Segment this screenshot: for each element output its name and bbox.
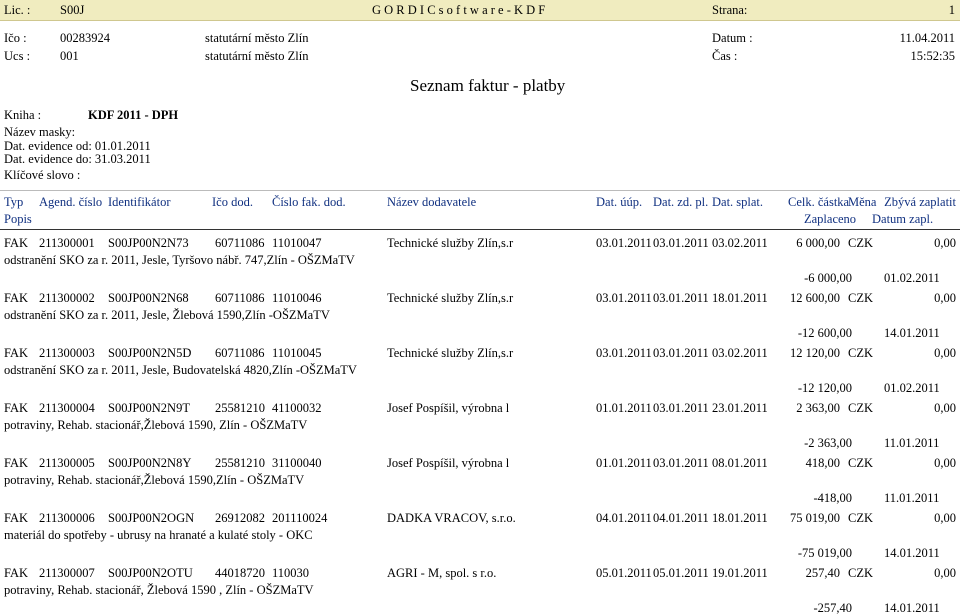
cell-ident: S00JP00N2N8Y: [108, 456, 192, 470]
cell-mena: CZK: [848, 511, 873, 525]
cell-zdpl: 03.01.2011: [653, 456, 709, 470]
cell-mena: CZK: [848, 566, 873, 580]
cell-uup: 03.01.2011: [596, 291, 652, 305]
cell-celk: 257,40: [805, 566, 840, 580]
ico-label: Ičo :: [4, 31, 27, 45]
cell-zbyva: 0,00: [934, 401, 956, 415]
cell-uup: 03.01.2011: [596, 346, 652, 360]
cell-cislo: 11010047: [272, 236, 322, 250]
cell-nazev: AGRI - M, spol. s r.o.: [387, 566, 497, 580]
cell-popis: odstranění SKO za r. 2011, Jesle, Žlebová 1590,Zlín -OŠZMaTV: [4, 308, 330, 322]
cell-agend: 211300006: [39, 511, 95, 525]
col-nazev: Název dodavatele: [387, 195, 477, 209]
cell-zaplaceno: -257,40: [813, 601, 852, 615]
cell-ident: S00JP00N2OTU: [108, 566, 193, 580]
cell-agend: 211300004: [39, 401, 95, 415]
cell-typ: FAK: [4, 291, 29, 305]
cell-splat: 19.01.2011: [712, 566, 768, 580]
cell-zaplaceno: -12 120,00: [797, 381, 852, 395]
col-uup: Dat. úúp.: [596, 195, 643, 209]
evidence-from: Dat. evidence od: 01.01.2011: [4, 139, 151, 153]
organization-name-2: statutární město Zlín: [205, 49, 309, 63]
cell-splat: 03.02.2011: [712, 236, 768, 250]
report-title: Seznam faktur - platby: [410, 76, 566, 95]
cell-zdpl: 04.01.2011: [653, 511, 709, 525]
cell-uup: 04.01.2011: [596, 511, 652, 525]
col-zbyva: Zbývá zaplatit: [884, 195, 956, 209]
cell-ident: S00JP00N2OGN: [108, 511, 195, 525]
cell-zdpl: 05.01.2011: [653, 566, 709, 580]
cell-zaplaceno: -2 363,00: [804, 436, 852, 450]
cell-popis: odstranění SKO za r. 2011, Jesle, Tyršovo nábř. 747,Zlín - OŠZMaTV: [4, 253, 355, 267]
cell-splat: 23.01.2011: [712, 401, 768, 415]
keywords-label: Klíčové slovo :: [4, 168, 81, 182]
cell-agend: 211300001: [39, 236, 95, 250]
app-name: G O R D I C s o f t w a r e - K D F: [372, 3, 546, 17]
cell-agend: 211300007: [39, 566, 95, 580]
cell-uup: 05.01.2011: [596, 566, 652, 580]
cell-splat: 03.02.2011: [712, 346, 768, 360]
cell-nazev: DADKA VRACOV, s.r.o.: [387, 511, 516, 525]
lic-label: Lic. :: [4, 3, 31, 17]
cell-zaplaceno: -418,00: [813, 491, 852, 505]
cell-ico: 44018720: [215, 566, 265, 580]
cell-typ: FAK: [4, 401, 29, 415]
cell-ico: 60711086: [215, 291, 265, 305]
cell-nazev: Josef Pospíšil, výrobna l: [387, 401, 510, 415]
cell-celk: 75 019,00: [790, 511, 840, 525]
mask-label: Název masky:: [4, 125, 76, 139]
table-top-rule: [0, 229, 960, 230]
cell-splat: 18.01.2011: [712, 511, 768, 525]
page-label: Strana:: [712, 3, 748, 17]
cell-typ: FAK: [4, 566, 29, 580]
ico-value: 00283924: [60, 31, 110, 45]
cell-cislo: 41100032: [272, 401, 322, 415]
cell-typ: FAK: [4, 456, 29, 470]
cell-cislo: 31100040: [272, 456, 322, 470]
cell-cislo: 201110024: [272, 511, 328, 525]
cell-celk: 12 600,00: [790, 291, 840, 305]
cell-zaplaceno: -6 000,00: [804, 271, 852, 285]
cell-popis: potraviny, Rehab. stacionář,Žlebová 1590,Zlín - OŠZMaTV: [4, 473, 305, 487]
cell-typ: FAK: [4, 511, 29, 525]
organization-name: statutární město Zlín: [205, 31, 309, 45]
cell-uup: 01.01.2011: [596, 401, 652, 415]
col-popis: Popis: [4, 212, 32, 226]
cell-zbyva: 0,00: [934, 566, 956, 580]
evidence-to: Dat. evidence do: 31.03.2011: [4, 152, 151, 166]
cell-popis: potraviny, Rehab. stacionář, Žlebová 1590 , Zlín - OŠZMaTV: [4, 583, 314, 597]
cell-datzapl: 14.01.2011: [884, 326, 940, 340]
cell-datzapl: 11.01.2011: [884, 491, 940, 505]
cell-ico: 26912082: [215, 511, 265, 525]
cell-celk: 6 000,00: [796, 236, 840, 250]
cell-nazev: Josef Pospíšil, výrobna l: [387, 456, 510, 470]
date-label: Datum :: [712, 31, 753, 45]
cell-zdpl: 03.01.2011: [653, 346, 709, 360]
ucs-value: 001: [60, 49, 79, 63]
time-label: Čas :: [712, 49, 738, 63]
cell-uup: 03.01.2011: [596, 236, 652, 250]
lic-value: S00J: [60, 3, 85, 17]
cell-popis: potraviny, Rehab. stacionář,Žlebová 1590, Zlín - OŠZMaTV: [4, 418, 308, 432]
header-divider: [0, 190, 960, 191]
cell-ico: 25581210: [215, 456, 265, 470]
cell-cislo: 11010045: [272, 346, 322, 360]
cell-celk: 418,00: [805, 456, 840, 470]
kniha-value: KDF 2011 - DPH: [88, 108, 179, 122]
cell-zdpl: 03.01.2011: [653, 236, 709, 250]
cell-zaplaceno: -12 600,00: [797, 326, 852, 340]
col-agend: Agend. číslo: [39, 195, 103, 209]
cell-ico: 25581210: [215, 401, 265, 415]
cell-mena: CZK: [848, 236, 873, 250]
cell-nazev: Technické služby Zlín,s.r: [387, 346, 514, 360]
time-value: 15:52:35: [910, 49, 955, 63]
cell-zdpl: 03.01.2011: [653, 401, 709, 415]
col-datzapl: Datum zapl.: [872, 212, 934, 226]
cell-agend: 211300005: [39, 456, 95, 470]
cell-cislo: 11010046: [272, 291, 322, 305]
kniha-label: Kniha :: [4, 108, 42, 122]
cell-popis: odstranění SKO za r. 2011, Jesle, Budovatelská 4820,Zlín -OŠZMaTV: [4, 363, 357, 377]
col-celk: Celk. částka: [788, 195, 850, 209]
page-number: 1: [948, 3, 955, 17]
col-ico: Ičo dod.: [212, 195, 253, 209]
col-zdpl: Dat. zd. pl.: [653, 195, 709, 209]
cell-ident: S00JP00N2N68: [108, 291, 189, 305]
cell-datzapl: 14.01.2011: [884, 546, 940, 560]
cell-typ: FAK: [4, 346, 29, 360]
cell-zaplaceno: -75 019,00: [797, 546, 852, 560]
cell-datzapl: 01.02.2011: [884, 271, 940, 285]
col-cislo: Číslo fak. dod.: [272, 195, 346, 209]
cell-popis: materiál do spotřeby - ubrusy na hranaté a kulaté stoly - OKC: [4, 528, 313, 542]
date-value: 11.04.2011: [899, 31, 955, 45]
cell-zbyva: 0,00: [934, 236, 956, 250]
col-ident: Identifikátor: [108, 195, 171, 209]
col-zaplaceno: Zaplaceno: [804, 212, 857, 226]
cell-splat: 18.01.2011: [712, 291, 768, 305]
cell-nazev: Technické služby Zlín,s.r: [387, 291, 514, 305]
cell-ident: S00JP00N2N5D: [108, 346, 192, 360]
cell-mena: CZK: [848, 456, 873, 470]
cell-celk: 2 363,00: [796, 401, 840, 415]
cell-mena: CZK: [848, 401, 873, 415]
cell-zbyva: 0,00: [934, 346, 956, 360]
cell-cislo: 110030: [272, 566, 310, 580]
cell-uup: 01.01.2011: [596, 456, 652, 470]
cell-agend: 211300002: [39, 291, 95, 305]
cell-mena: CZK: [848, 291, 873, 305]
cell-ico: 60711086: [215, 236, 265, 250]
cell-agend: 211300003: [39, 346, 95, 360]
cell-ident: S00JP00N2N73: [108, 236, 189, 250]
cell-mena: CZK: [848, 346, 873, 360]
cell-datzapl: 01.02.2011: [884, 381, 940, 395]
cell-ident: S00JP00N2N9T: [108, 401, 190, 415]
ucs-label: Ucs :: [4, 49, 31, 63]
cell-datzapl: 14.01.2011: [884, 601, 940, 615]
col-splat: Dat. splat.: [712, 195, 764, 209]
cell-zbyva: 0,00: [934, 511, 956, 525]
col-mena: Měna: [848, 195, 877, 209]
cell-zbyva: 0,00: [934, 456, 956, 470]
cell-typ: FAK: [4, 236, 29, 250]
cell-ico: 60711086: [215, 346, 265, 360]
cell-zdpl: 03.01.2011: [653, 291, 709, 305]
cell-datzapl: 11.01.2011: [884, 436, 940, 450]
cell-splat: 08.01.2011: [712, 456, 768, 470]
col-typ: Typ: [4, 195, 24, 209]
cell-celk: 12 120,00: [790, 346, 840, 360]
cell-zbyva: 0,00: [934, 291, 956, 305]
cell-nazev: Technické služby Zlín,s.r: [387, 236, 514, 250]
